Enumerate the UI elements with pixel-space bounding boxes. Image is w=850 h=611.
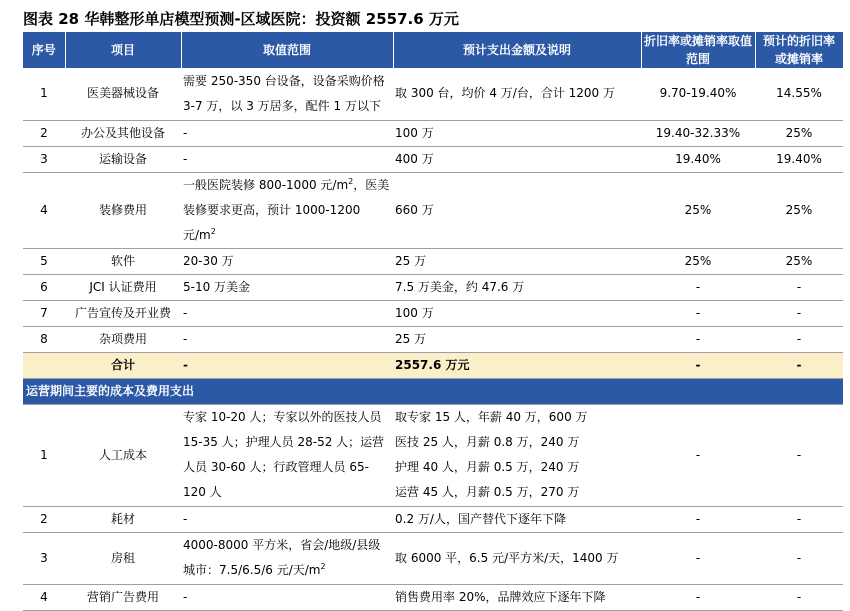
- table-row: [23, 248, 843, 274]
- row-rate: 19.40%: [755, 146, 843, 172]
- row-item: 房租: [65, 532, 181, 584]
- table-row: [23, 506, 843, 532]
- row-col6: -: [755, 532, 843, 584]
- row-item: JCI 认证费用: [65, 274, 181, 300]
- row-range: 专家 10-20 人；专家以外的医技人员 15-35 人；护理人员 28-52 人；运营人员 30-60 人；行政管理人员 65-120 人: [181, 404, 393, 506]
- row-item: 医美器械设备: [65, 68, 181, 120]
- section-title: 运营期间主要的成本及费用支出: [23, 378, 843, 404]
- total-no: [23, 352, 65, 378]
- row-rate: 25%: [755, 120, 843, 146]
- row-item: 装修费用: [65, 172, 181, 248]
- total-label: 合计: [65, 352, 181, 378]
- row-no: 4: [23, 584, 65, 610]
- table-row: [23, 274, 843, 300]
- row-no: 6: [23, 274, 65, 300]
- table-header-row: [23, 32, 843, 68]
- row-spend: 100 万: [393, 300, 641, 326]
- spend-line: 医技 25 人，月薪 0.8 万，240 万: [395, 435, 580, 449]
- row-rate-range: -: [641, 300, 755, 326]
- table-row: [23, 404, 843, 506]
- row-spend: 取 6000 平，6.5 元/平方米/天，1400 万: [393, 532, 641, 584]
- table-row: [23, 146, 843, 172]
- row-rate-range: 19.40-32.33%: [641, 120, 755, 146]
- row-range: -: [181, 146, 393, 172]
- row-item: 杂项费用: [65, 326, 181, 352]
- table-row: [23, 584, 843, 610]
- total-range: -: [181, 352, 393, 378]
- row-range: -: [181, 120, 393, 146]
- row-spend: 7.5 万美金，约 47.6 万: [393, 274, 641, 300]
- row-range: 需要 250-350 台设备，设备采购价格 3-7 万，以 3 万居多，配件 1 万以下: [181, 68, 393, 120]
- row-item: 耗材: [65, 506, 181, 532]
- superscript: 2: [210, 226, 216, 236]
- header-no: 序号: [23, 32, 65, 68]
- figure-title: 图表 28 华韩整形单店模型预测-区域医院：投资额 2557.6 万元: [23, 10, 459, 28]
- section-header-row: [23, 378, 843, 404]
- range-text-b: ，医美装修要求更高，预计 1000-1200 元/m: [183, 177, 390, 242]
- header-rate-range: 折旧率或摊销率取值范围: [641, 32, 755, 68]
- row-rate-range: 25%: [641, 248, 755, 274]
- total-row: [23, 352, 843, 378]
- spend-line: 运营 45 人，月薪 0.5 万，270 万: [395, 485, 580, 499]
- row-item: 营销广告费用: [65, 584, 181, 610]
- row-rate: -: [755, 300, 843, 326]
- table-row: [23, 532, 843, 584]
- row-rate: 25%: [755, 248, 843, 274]
- row-item: 办公及其他设备: [65, 120, 181, 146]
- row-rate-range: -: [641, 326, 755, 352]
- row-rate-range: -: [641, 274, 755, 300]
- row-no: 1: [23, 68, 65, 120]
- row-no: 2: [23, 120, 65, 146]
- row-no: 2: [23, 506, 65, 532]
- superscript: 2: [348, 176, 354, 186]
- row-col5: -: [641, 532, 755, 584]
- row-range: -: [181, 326, 393, 352]
- row-spend: 25 万: [393, 248, 641, 274]
- header-rate: 预计的折旧率或摊销率: [755, 32, 843, 68]
- row-col6: -: [755, 404, 843, 506]
- row-no: 1: [23, 404, 65, 506]
- range-text: 4000-8000 平方米，省会/地级/县级城市：7.5/6.5/6 元/天/m: [183, 538, 381, 577]
- row-spend: 0.2 万/人，国产替代下逐年下降: [393, 506, 641, 532]
- header-spend: 预计支出金额及说明: [393, 32, 641, 68]
- row-range: 5-10 万美金: [181, 274, 393, 300]
- total-spend: 2557.6 万元: [393, 352, 641, 378]
- table-row: [23, 326, 843, 352]
- row-spend: 25 万: [393, 326, 641, 352]
- total-rate-range: -: [641, 352, 755, 378]
- table-row: [23, 68, 843, 120]
- row-spend: 100 万: [393, 120, 641, 146]
- row-no: 7: [23, 300, 65, 326]
- row-range: -: [181, 300, 393, 326]
- row-spend: 取 300 台，均价 4 万/台，合计 1200 万: [393, 68, 641, 120]
- row-rate: -: [755, 274, 843, 300]
- row-rate: -: [755, 326, 843, 352]
- superscript: 2: [320, 562, 326, 571]
- row-range: -: [181, 584, 393, 610]
- row-spend: 660 万: [393, 172, 641, 248]
- row-col6: -: [755, 506, 843, 532]
- header-item: 项目: [65, 32, 181, 68]
- row-item: 软件: [65, 248, 181, 274]
- spend-line: 取专家 15 人，年薪 40 万，600 万: [395, 410, 588, 424]
- row-no: 4: [23, 172, 65, 248]
- table-row: [23, 300, 843, 326]
- row-spend: [393, 404, 641, 506]
- row-item: 运输设备: [65, 146, 181, 172]
- row-range: [181, 172, 393, 248]
- row-rate-range: 19.40%: [641, 146, 755, 172]
- row-no: 3: [23, 532, 65, 584]
- range-text-a: 一般医院装修 800-1000 元/m: [183, 177, 349, 192]
- row-item: 人工成本: [65, 404, 181, 506]
- total-rate: -: [755, 352, 843, 378]
- row-col6: -: [755, 584, 843, 610]
- row-no: 3: [23, 146, 65, 172]
- row-rate: 25%: [755, 172, 843, 248]
- table-row: [23, 172, 843, 248]
- row-rate: 14.55%: [755, 68, 843, 120]
- spend-line: 护理 40 人，月薪 0.5 万，240 万: [395, 460, 580, 474]
- investment-table: [23, 32, 844, 611]
- row-rate-range: 9.70-19.40%: [641, 68, 755, 120]
- row-col5: -: [641, 506, 755, 532]
- row-range: 20-30 万: [181, 248, 393, 274]
- row-spend: 销售费用率 20%，品牌效应下逐年下降: [393, 584, 641, 610]
- row-range: -: [181, 506, 393, 532]
- row-range: [181, 532, 393, 584]
- row-spend: 400 万: [393, 146, 641, 172]
- table-row: [23, 120, 843, 146]
- row-col5: -: [641, 404, 755, 506]
- row-no: 5: [23, 248, 65, 274]
- row-rate-range: 25%: [641, 172, 755, 248]
- row-col5: -: [641, 584, 755, 610]
- row-no: 8: [23, 326, 65, 352]
- row-item: 广告宣传及开业费: [65, 300, 181, 326]
- header-range: 取值范围: [181, 32, 393, 68]
